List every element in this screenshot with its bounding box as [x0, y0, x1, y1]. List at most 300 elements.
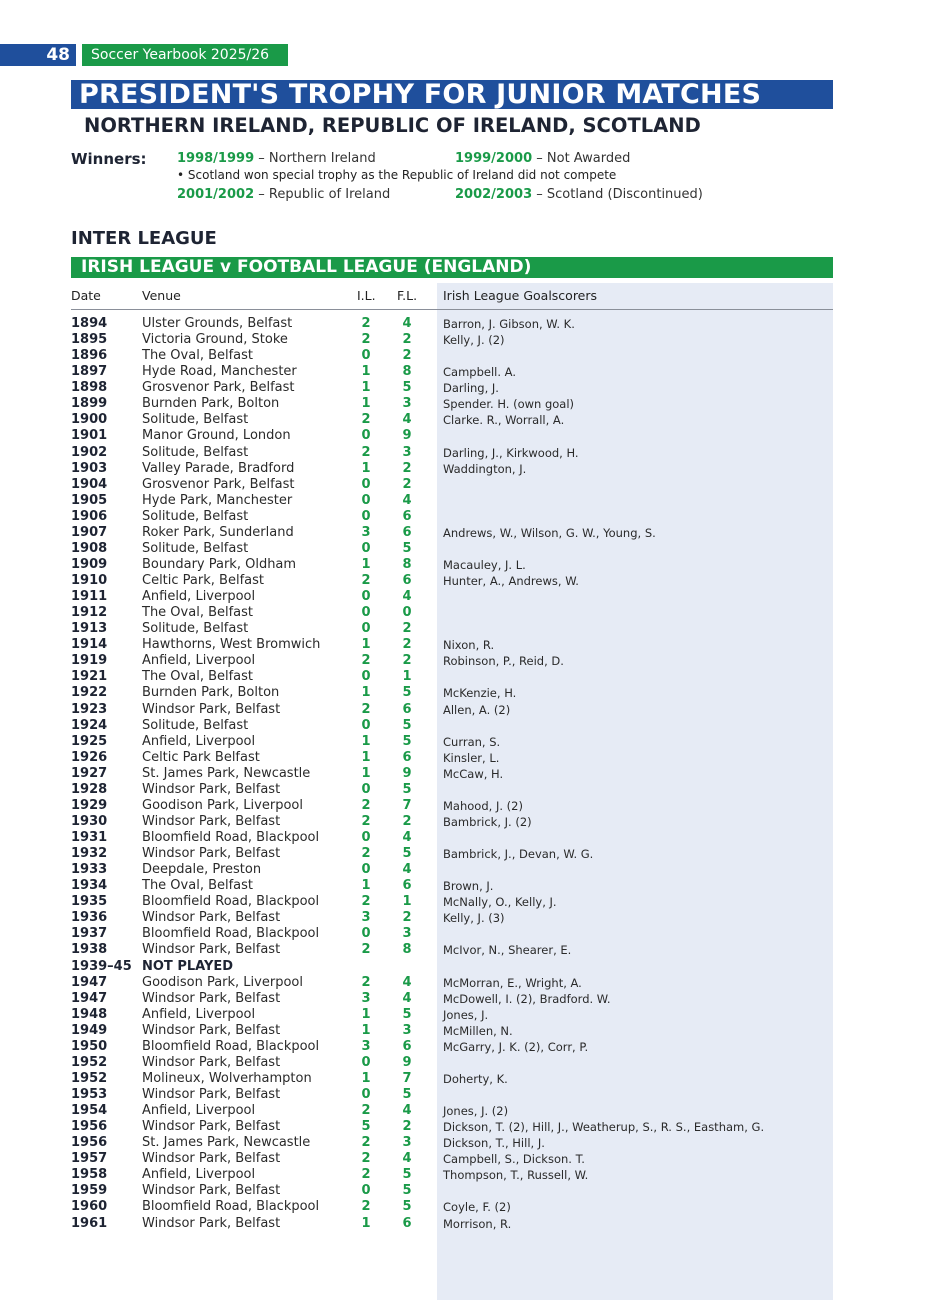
page-subtitle: NORTHERN IRELAND, REPUBLIC OF IRELAND, SCOTLAND: [84, 114, 701, 137]
row-goalscorers: McIvor, N., Shearer, E.: [443, 943, 572, 958]
row-fl-score: 5: [402, 1183, 412, 1199]
row-venue: St. James Park, Newcastle: [142, 765, 311, 781]
row-date: 1899: [71, 396, 108, 412]
row-venue: Roker Park, Sunderland: [142, 524, 294, 540]
table-row: [0, 894, 933, 910]
row-date: 1956: [71, 1119, 108, 1135]
row-il-score: 2: [361, 797, 371, 813]
row-venue: Boundary Park, Oldham: [142, 556, 297, 572]
table-row: [0, 862, 933, 878]
row-venue: Anfield, Liverpool: [142, 589, 256, 605]
row-date: 1930: [71, 813, 108, 829]
row-goalscorers: Andrews, W., Wilson, G. W., Young, S.: [443, 525, 656, 540]
row-fl-score: 2: [402, 653, 412, 669]
row-fl-score: 9: [402, 1054, 412, 1070]
row-fl-score: 3: [402, 1135, 412, 1151]
row-il-score: 1: [361, 749, 371, 765]
header-fl: F.L.: [397, 288, 418, 303]
row-goalscorers: McMorran, E., Wright, A.: [443, 975, 582, 990]
row-il-score: 2: [361, 974, 371, 990]
table-row: [0, 1055, 933, 1071]
row-fl-score: 5: [402, 540, 412, 556]
row-fl-score: 5: [402, 1006, 412, 1022]
row-date: 1897: [71, 364, 108, 380]
row-date: 1958: [71, 1167, 108, 1183]
header-date: Date: [71, 288, 101, 303]
table-row: [0, 316, 933, 332]
table-row: [0, 782, 933, 798]
row-il-score: 2: [361, 894, 371, 910]
row-il-score: 1: [361, 364, 371, 380]
row-fl-score: 8: [402, 942, 412, 958]
row-date: 1954: [71, 1103, 108, 1119]
row-il-score: 2: [361, 653, 371, 669]
row-il-score: 1: [361, 733, 371, 749]
table-row: [0, 830, 933, 846]
row-date: 1934: [71, 878, 108, 894]
row-fl-score: 2: [402, 348, 412, 364]
table-row: [0, 557, 933, 573]
row-venue: Molineux, Wolverhampton: [142, 1070, 312, 1086]
winners-label: Winners:: [71, 150, 147, 168]
table-row: [0, 493, 933, 509]
row-goalscorers: Jones, J. (2): [443, 1104, 509, 1119]
row-il-score: 0: [361, 540, 371, 556]
row-goalscorers: Darling, J.: [443, 381, 499, 396]
row-il-score: 2: [361, 332, 371, 348]
row-il-score: 2: [361, 813, 371, 829]
row-fl-score: 6: [402, 878, 412, 894]
row-goalscorers: Bambrick, J. (2): [443, 814, 532, 829]
winner-2001: 2001/2002 – Republic of Ireland: [177, 187, 391, 202]
row-venue: Grosvenor Park, Belfast: [142, 476, 295, 492]
row-venue: The Oval, Belfast: [142, 348, 254, 364]
row-goalscorers: Doherty, K.: [443, 1071, 508, 1086]
table-row: [0, 525, 933, 541]
row-goalscorers: Coyle, F. (2): [443, 1200, 511, 1215]
row-il-score: 1: [361, 685, 371, 701]
row-fl-score: 5: [402, 733, 412, 749]
winner-1998: 1998/1999 – Northern Ireland: [177, 151, 376, 166]
table-row: [0, 428, 933, 444]
row-fl-score: 4: [402, 974, 412, 990]
row-goalscorers: Kelly, J. (3): [443, 911, 505, 926]
row-date: 1957: [71, 1151, 108, 1167]
row-venue: Windsor Park, Belfast: [142, 1054, 281, 1070]
row-date: 1924: [71, 717, 108, 733]
table-row: [0, 1071, 933, 1087]
row-goalscorers: Campbell, S., Dickson. T.: [443, 1152, 585, 1167]
row-venue: Windsor Park, Belfast: [142, 1087, 281, 1102]
table-row: [0, 798, 933, 814]
row-fl-score: 6: [402, 749, 412, 765]
row-il-score: 3: [361, 910, 371, 926]
row-venue: Ulster Grounds, Belfast: [142, 316, 293, 331]
row-il-score: 0: [361, 926, 371, 942]
row-fl-score: 4: [402, 862, 412, 878]
row-date: 1923: [71, 701, 108, 717]
row-il-score: 3: [361, 990, 371, 1006]
row-date: 1901: [71, 428, 108, 444]
row-date: 1926: [71, 749, 108, 765]
table-row: [0, 1007, 933, 1023]
row-il-score: 3: [361, 524, 371, 540]
row-venue: Grosvenor Park, Belfast: [142, 380, 295, 396]
row-venue: Celtic Park Belfast: [142, 749, 260, 765]
row-venue: Bloomfield Road, Blackpool: [142, 1038, 320, 1054]
row-venue: Celtic Park, Belfast: [142, 573, 264, 588]
row-il-score: 0: [361, 669, 371, 685]
table-row: [0, 573, 933, 589]
row-fl-score: 2: [402, 813, 412, 829]
row-goalscorers: Morrison, R.: [443, 1216, 512, 1231]
winner-2002: 2002/2003 – Scotland (Discontinued): [455, 187, 703, 202]
row-venue: Windsor Park, Belfast: [142, 846, 281, 862]
row-venue: Manor Ground, London: [142, 428, 291, 444]
row-venue: Anfield, Liverpool: [142, 1103, 256, 1119]
table-row: [0, 942, 933, 958]
row-goalscorers: Nixon, R.: [443, 638, 495, 653]
row-venue: St. James Park, Newcastle: [142, 1135, 311, 1151]
row-fl-score: 3: [402, 926, 412, 942]
row-goalscorers: Campbell. A.: [443, 365, 516, 380]
row-venue: Bloomfield Road, Blackpool: [142, 830, 320, 845]
row-fl-score: 5: [402, 717, 412, 733]
row-fl-score: 4: [402, 589, 412, 605]
row-venue: Anfield, Liverpool: [142, 733, 256, 749]
row-venue: Windsor Park, Belfast: [142, 1151, 281, 1167]
row-date: 1895: [71, 332, 108, 348]
book-title: Soccer Yearbook 2025/26: [82, 44, 288, 66]
table-row: [0, 959, 933, 975]
row-venue: Solitude, Belfast: [142, 621, 249, 637]
row-il-score: 1: [361, 460, 371, 476]
row-goalscorers: Curran, S.: [443, 734, 501, 749]
row-fl-score: 3: [402, 444, 412, 460]
row-il-score: 0: [361, 492, 371, 508]
table-row: [0, 1023, 933, 1039]
row-venue: The Oval, Belfast: [142, 878, 254, 894]
row-goalscorers: McNally, O., Kelly, J.: [443, 895, 557, 910]
row-il-score: 2: [361, 1167, 371, 1183]
row-goalscorers: Clarke. R., Worrall, A.: [443, 413, 565, 428]
table-row: [0, 653, 933, 669]
row-fl-score: 5: [402, 685, 412, 701]
table-row: [0, 1135, 933, 1151]
table-row: [0, 605, 933, 621]
row-fl-score: 2: [402, 332, 412, 348]
row-venue: NOT PLAYED: [142, 958, 234, 974]
table-row: [0, 637, 933, 653]
row-fl-score: 5: [402, 1087, 412, 1102]
row-il-score: 2: [361, 1151, 371, 1167]
row-fl-score: 5: [402, 846, 412, 862]
row-il-score: 2: [361, 1135, 371, 1151]
row-date: 1906: [71, 508, 108, 524]
row-date: 1952: [71, 1070, 108, 1086]
row-fl-score: 2: [402, 910, 412, 926]
table-row: [0, 1167, 933, 1183]
table-row: [0, 412, 933, 428]
row-date: 1936: [71, 910, 108, 926]
row-date: 1956: [71, 1135, 108, 1151]
row-il-score: 1: [361, 878, 371, 894]
table-row: [0, 1119, 933, 1135]
row-venue: Anfield, Liverpool: [142, 653, 256, 669]
row-fl-score: 5: [402, 781, 412, 797]
row-venue: Windsor Park, Belfast: [142, 910, 281, 926]
table-row: [0, 477, 933, 493]
row-date: 1952: [71, 1054, 108, 1070]
row-il-score: 0: [361, 589, 371, 605]
row-date: 1925: [71, 733, 108, 749]
row-venue: Solitude, Belfast: [142, 508, 249, 524]
row-fl-score: 2: [402, 476, 412, 492]
row-date: 1913: [71, 621, 108, 637]
table-row: [0, 991, 933, 1007]
row-goalscorers: Barron, J. Gibson, W. K.: [443, 317, 575, 331]
row-il-score: 2: [361, 316, 371, 331]
page-title: PRESIDENT'S TROPHY FOR JUNIOR MATCHES: [71, 80, 833, 109]
row-goalscorers: McMillen, N.: [443, 1023, 513, 1038]
table-row: [0, 1103, 933, 1119]
row-venue: Windsor Park, Belfast: [142, 1215, 281, 1231]
row-il-score: 2: [361, 444, 371, 460]
row-venue: Anfield, Liverpool: [142, 1167, 256, 1183]
row-venue: Solitude, Belfast: [142, 412, 249, 428]
row-il-score: 2: [361, 846, 371, 862]
table-row: [0, 766, 933, 782]
row-venue: Hawthorns, West Bromwich: [142, 637, 321, 653]
table-row: [0, 364, 933, 380]
header-scorers: Irish League Goalscorers: [443, 288, 598, 303]
row-goalscorers: Kinsler, L.: [443, 750, 500, 765]
row-fl-score: 8: [402, 556, 412, 572]
table-row: [0, 734, 933, 750]
header-divider: [71, 309, 833, 310]
table-row: [0, 718, 933, 734]
page-number: 48: [0, 44, 76, 66]
row-fl-score: 2: [402, 1119, 412, 1135]
row-goalscorers: Robinson, P., Reid, D.: [443, 654, 564, 669]
table-row: [0, 910, 933, 926]
row-il-score: 0: [361, 862, 371, 878]
row-date: 1909: [71, 556, 108, 572]
row-fl-score: 3: [402, 396, 412, 412]
row-fl-score: 4: [402, 1151, 412, 1167]
row-fl-score: 7: [402, 797, 412, 813]
table-row: [0, 1087, 933, 1103]
row-venue: Victoria Ground, Stoke: [142, 332, 288, 348]
row-fl-score: 0: [402, 605, 412, 621]
table-row: [0, 332, 933, 348]
row-il-score: 1: [361, 1006, 371, 1022]
row-il-score: 0: [361, 348, 371, 364]
running-header: [0, 44, 288, 66]
table-row: [0, 846, 933, 862]
row-date: 1960: [71, 1199, 108, 1215]
table-row: [0, 541, 933, 557]
row-il-score: 0: [361, 781, 371, 797]
row-date: 1922: [71, 685, 108, 701]
table-row: [0, 702, 933, 718]
table-title: IRISH LEAGUE v FOOTBALL LEAGUE (ENGLAND): [71, 257, 833, 278]
row-date: 1896: [71, 348, 108, 364]
row-il-score: 2: [361, 573, 371, 588]
row-goalscorers: Dickson, T., Hill, J.: [443, 1136, 545, 1151]
row-il-score: 2: [361, 412, 371, 428]
row-date: 1939–45: [71, 958, 132, 974]
row-date: 1937: [71, 926, 108, 942]
row-il-score: 2: [361, 701, 371, 717]
row-date: 1921: [71, 669, 108, 685]
row-date: 1910: [71, 573, 108, 588]
row-date: 1898: [71, 380, 108, 396]
row-date: 1905: [71, 492, 108, 508]
row-il-score: 0: [361, 717, 371, 733]
row-fl-score: 4: [402, 412, 412, 428]
row-date: 1953: [71, 1087, 108, 1102]
row-date: 1919: [71, 653, 108, 669]
row-date: 1950: [71, 1038, 108, 1054]
table-row: [0, 975, 933, 991]
table-row: [0, 396, 933, 412]
row-date: 1948: [71, 1006, 108, 1022]
row-fl-score: 5: [402, 1199, 412, 1215]
row-venue: Goodison Park, Liverpool: [142, 797, 303, 813]
row-venue: Solitude, Belfast: [142, 717, 249, 733]
row-fl-score: 1: [402, 669, 412, 685]
table-row: [0, 380, 933, 396]
row-goalscorers: McDowell, I. (2), Bradford. W.: [443, 991, 611, 1006]
row-il-score: 1: [361, 1070, 371, 1086]
row-fl-score: 7: [402, 1070, 412, 1086]
row-goalscorers: Bambrick, J., Devan, W. G.: [443, 847, 594, 862]
table-row: [0, 461, 933, 477]
row-fl-score: 4: [402, 492, 412, 508]
header-il: I.L.: [357, 288, 376, 303]
row-il-score: 2: [361, 1103, 371, 1119]
row-date: 1914: [71, 637, 108, 653]
row-fl-score: 6: [402, 701, 412, 717]
row-date: 1928: [71, 781, 108, 797]
row-il-score: 1: [361, 1215, 371, 1231]
table-row: [0, 750, 933, 766]
row-date: 1927: [71, 765, 108, 781]
row-venue: Bloomfield Road, Blackpool: [142, 926, 320, 942]
table-row: [0, 926, 933, 942]
row-date: 1947: [71, 990, 108, 1006]
row-fl-score: 6: [402, 508, 412, 524]
row-date: 1900: [71, 412, 108, 428]
table-row: [0, 878, 933, 894]
winner-1999: 1999/2000 – Not Awarded: [455, 151, 631, 166]
row-fl-score: 4: [402, 830, 412, 845]
row-fl-score: 9: [402, 765, 412, 781]
row-il-score: 1: [361, 637, 371, 653]
row-fl-score: 4: [402, 316, 412, 331]
table-row: [0, 621, 933, 637]
row-venue: Hyde Park, Manchester: [142, 492, 293, 508]
row-goalscorers: Jones, J.: [443, 1007, 489, 1022]
row-venue: Valley Parade, Bradford: [142, 460, 295, 476]
row-il-score: 2: [361, 942, 371, 958]
row-goalscorers: Waddington, J.: [443, 461, 527, 476]
row-fl-score: 9: [402, 428, 412, 444]
row-venue: Hyde Road, Manchester: [142, 364, 297, 380]
row-venue: The Oval, Belfast: [142, 669, 254, 685]
row-goalscorers: McKenzie, H.: [443, 686, 517, 701]
row-venue: Goodison Park, Liverpool: [142, 974, 303, 990]
table-row: [0, 1199, 933, 1215]
row-date: 1938: [71, 942, 108, 958]
row-il-score: 1: [361, 556, 371, 572]
row-venue: Bloomfield Road, Blackpool: [142, 1199, 320, 1215]
row-goalscorers: Dickson, T. (2), Hill, J., Weatherup, S., R. S., Eastham, G.: [443, 1120, 765, 1135]
row-fl-score: 8: [402, 364, 412, 380]
row-date: 1904: [71, 476, 108, 492]
table-row: [0, 1039, 933, 1055]
row-venue: Windsor Park, Belfast: [142, 990, 281, 1006]
row-fl-score: 2: [402, 621, 412, 637]
row-goalscorers: Brown, J.: [443, 879, 494, 894]
row-date: 1907: [71, 524, 108, 540]
table-row: [0, 1216, 933, 1232]
table-row: [0, 814, 933, 830]
row-venue: Windsor Park, Belfast: [142, 701, 281, 717]
row-venue: Windsor Park, Belfast: [142, 1022, 281, 1038]
row-il-score: 1: [361, 396, 371, 412]
row-il-score: 0: [361, 830, 371, 845]
row-il-score: 0: [361, 508, 371, 524]
row-goalscorers: Darling, J., Kirkwood, H.: [443, 445, 579, 460]
row-goalscorers: Hunter, A., Andrews, W.: [443, 574, 579, 588]
row-date: 1912: [71, 605, 108, 621]
table-row: [0, 685, 933, 701]
header-venue: Venue: [142, 288, 181, 303]
row-date: 1932: [71, 846, 108, 862]
row-il-score: 0: [361, 428, 371, 444]
row-venue: Windsor Park, Belfast: [142, 1183, 281, 1199]
row-date: 1931: [71, 830, 108, 845]
row-il-score: 0: [361, 1183, 371, 1199]
table-row: [0, 1183, 933, 1199]
row-date: 1894: [71, 316, 108, 331]
row-venue: Windsor Park, Belfast: [142, 813, 281, 829]
results-table-body: [0, 316, 933, 1232]
row-il-score: 5: [361, 1119, 371, 1135]
row-venue: The Oval, Belfast: [142, 605, 254, 621]
row-date: 1929: [71, 797, 108, 813]
table-row: [0, 348, 933, 364]
section-heading: INTER LEAGUE: [71, 228, 217, 249]
row-venue: Burnden Park, Bolton: [142, 396, 280, 412]
table-row: [0, 509, 933, 525]
row-date: 1935: [71, 894, 108, 910]
table-row: [0, 589, 933, 605]
row-date: 1959: [71, 1183, 108, 1199]
row-fl-score: 3: [402, 1022, 412, 1038]
row-date: 1933: [71, 862, 108, 878]
row-venue: Anfield, Liverpool: [142, 1006, 256, 1022]
row-date: 1947: [71, 974, 108, 990]
row-venue: Windsor Park, Belfast: [142, 781, 281, 797]
row-fl-score: 2: [402, 637, 412, 653]
row-il-score: 0: [361, 1054, 371, 1070]
row-goalscorers: Mahood, J. (2): [443, 798, 523, 813]
row-goalscorers: Kelly, J. (2): [443, 333, 505, 348]
row-venue: Bloomfield Road, Blackpool: [142, 894, 320, 910]
